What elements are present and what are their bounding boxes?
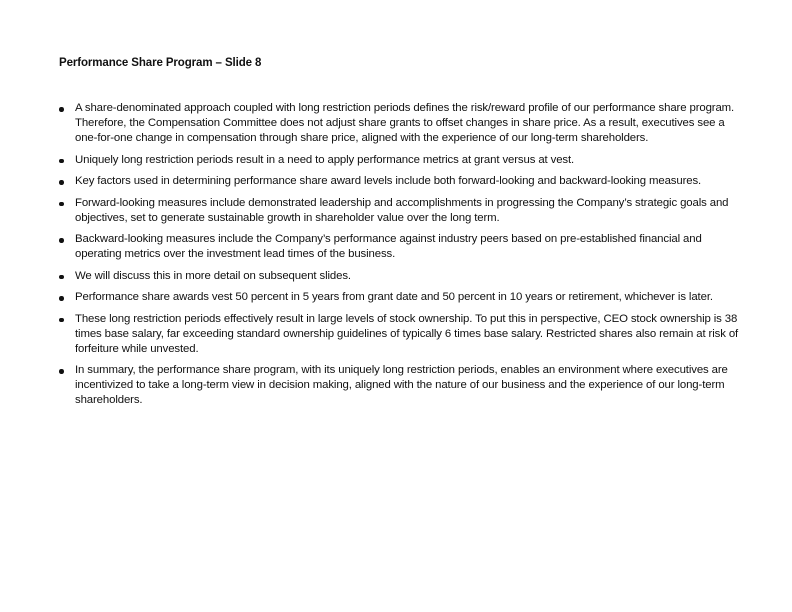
list-item <box>57 363 747 408</box>
bullet-icon <box>59 180 64 185</box>
list-item <box>57 174 747 189</box>
bullet-text: We will discuss this in more detail on subsequent slides. <box>75 269 351 282</box>
list-item <box>57 153 747 168</box>
list-item <box>57 196 747 226</box>
bullet-icon <box>59 275 64 280</box>
bullet-list <box>57 101 747 415</box>
list-item <box>57 312 747 357</box>
bullet-text: Backward-looking measures include the Company’s performance against industry peers based on pre-established financial and operating metrics over the investment lead times of the business. <box>75 233 702 260</box>
bullet-icon <box>59 238 64 243</box>
bullet-icon <box>59 107 64 112</box>
list-item <box>57 290 747 305</box>
bullet-text: A share-denominated approach coupled with long restriction periods defines the risk/reward profile of our performance share program. Therefore, the Compensation Committee does not adjust share grants to offset changes in share price. As a result, executives see a one-for-one change in compensation through share price, aligned with the experience of our long-term shareholders. <box>75 102 735 144</box>
bullet-text: Performance share awards vest 50 percent in 5 years from grant date and 50 percent in 10 years or retirement, whichever is later. <box>75 291 713 303</box>
list-item <box>57 269 747 284</box>
list-item <box>57 101 747 146</box>
list-item <box>57 232 747 262</box>
bullet-text: These long restriction periods effectively result in large levels of stock ownership. To put this in perspective, CEO stock ownership is 38 times base salary, far exceeding standard ownership guidelines of typically 6 times base salary. Restricted shares also remain at risk of forfeiture while unvested. <box>75 312 739 355</box>
bullet-text: Key factors used in determining performance share award levels include both forward-looking and backward-looking measures. <box>75 175 702 187</box>
bullet-text: Uniquely long restriction periods result in a need to apply performance metrics at grant versus at vest. <box>75 153 575 166</box>
bullet-icon <box>59 296 64 301</box>
bullet-icon <box>59 318 64 323</box>
bullet-icon <box>59 202 64 207</box>
bullet-icon <box>59 369 64 374</box>
bullet-icon <box>59 159 64 164</box>
page-title: Performance Share Program – Slide 8 <box>59 57 262 69</box>
bullet-text: Forward-looking measures include demonstrated leadership and accomplishments in progressing the Company’s strategic goals and objectives, set to generate sustainable growth in shareholder value over the long term. <box>75 196 729 224</box>
bullet-text: In summary, the performance share program, with its uniquely long restriction periods, enables an environment where executives are incentivized to take a long-term view in decision making, aligned with the nature of our business and the experience of our long-term shareholders. <box>75 364 728 406</box>
